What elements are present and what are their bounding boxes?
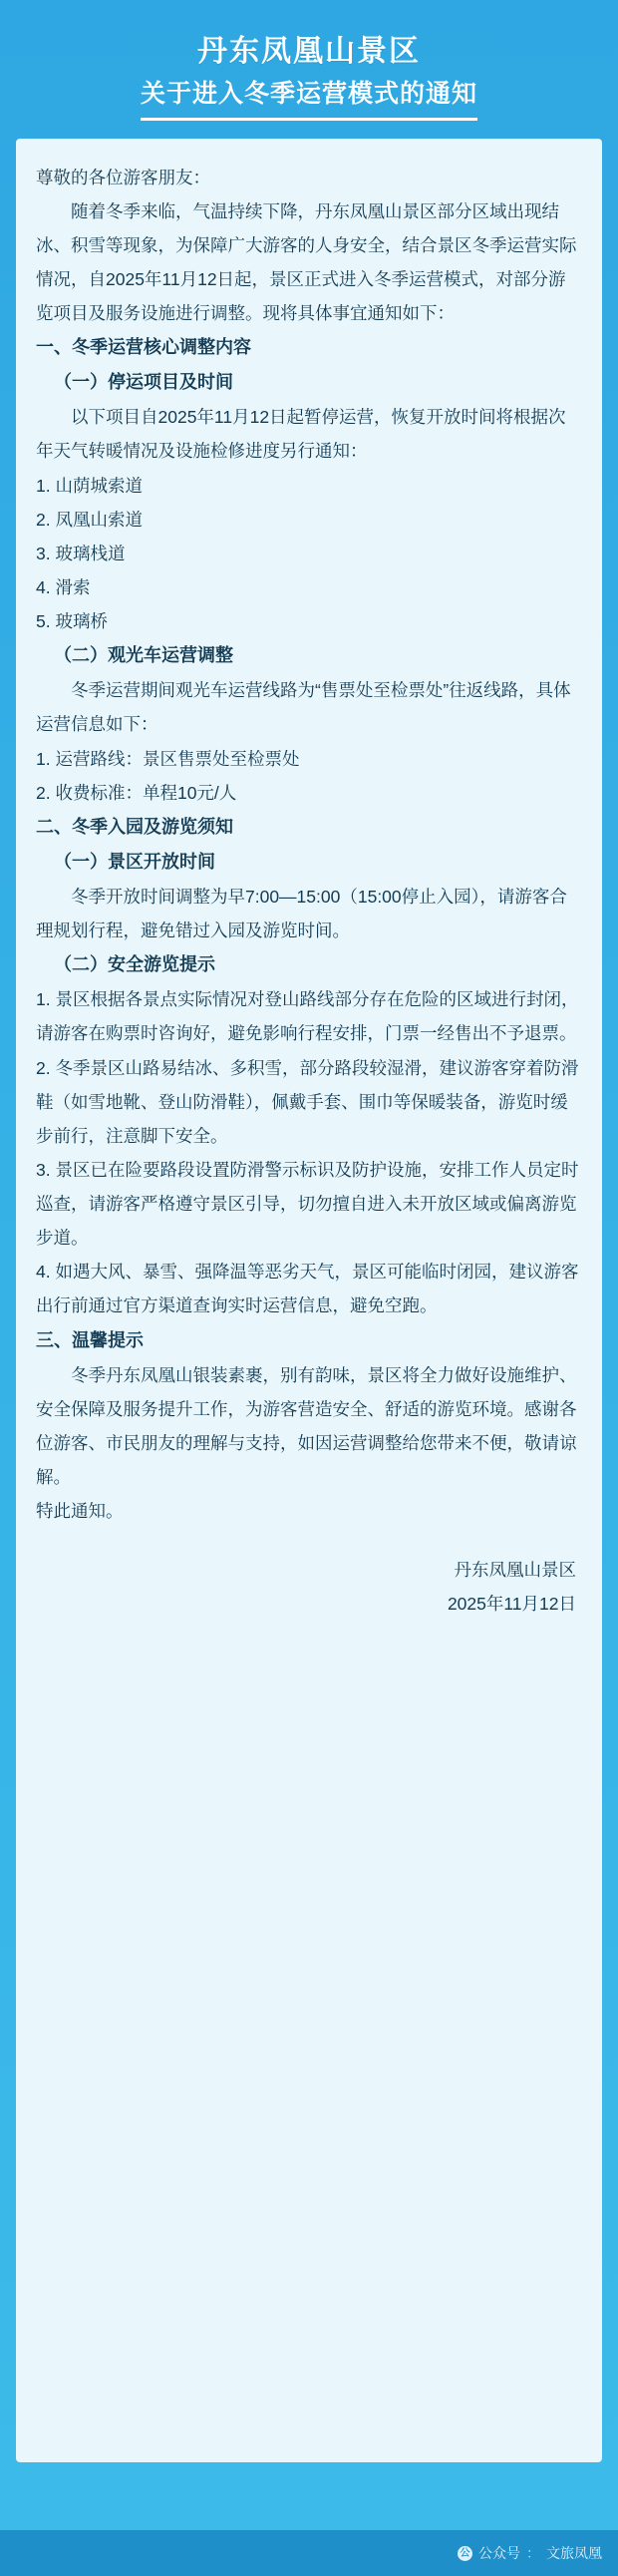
list-item: 1. 景区根据各景点实际情况对登山路线部分存在危险的区域进行封闭，请游客在购票时咨询好，避免影响行程安排，门票一经售出不予退票。 [36, 989, 579, 1044]
section-1-title: 一、冬季运营核心调整内容 [36, 337, 251, 358]
footer-label: 公众号 [478, 2545, 520, 2561]
list-item: 1. 山荫城索道 [36, 475, 143, 496]
section-2-title: 二、冬季入园及游览须知 [36, 816, 233, 837]
list-item: 5. 玻璃桥 [36, 611, 108, 632]
signature-org: 丹东凤凰山景区 [454, 1560, 576, 1581]
footer-bar [0, 2530, 618, 2576]
section-3-text: 冬季丹东凤凰山银装素裹，别有韵味，景区将全力做好设施维护、安全保障及服务提升工作，为游客营造安全、舒适的游览环境。感谢各位游客、市民朋友的理解与支持，如因运营调整给您带来不便，敬请谅解。 [36, 1364, 577, 1488]
section-1-sub-2-text: 冬季运营期间观光车运营线路为“售票处至检票处”往返线路，具体运营信息如下： [36, 680, 571, 735]
footer-account-name: 文旅凤凰 [546, 2545, 602, 2561]
section-2-sub-1-title: （一）景区开放时间 [54, 851, 215, 872]
list-item: 2. 凤凰山索道 [36, 509, 143, 530]
signature-block [36, 1554, 582, 1621]
section-1-sub-1-text: 以下项目自2025年11月12日起暂停运营，恢复开放时间将根据次年天气转暖情况及设施检修进度另行通知： [36, 407, 566, 462]
section-3-title: 三、温馨提示 [36, 1329, 144, 1350]
section-2-sub-2-title: （二）安全游览提示 [54, 954, 215, 975]
list-item: 2. 收费标准：单程10元/人 [36, 782, 237, 803]
notice-body-card [16, 139, 602, 2462]
intro-paragraph: 随着冬季来临，气温持续下降，丹东凤凰山景区部分区域出现结冰、积雪等现象，为保障广大游客的人身安全，结合景区冬季运营实际情况，自2025年11月12日起，景区正式进入冬季运营模式，对部分游览项目及服务设施进行调整。现将具体事宜通知如下： [36, 200, 577, 323]
list-item: 3. 景区已在险要路段设置防滑警示标识及防护设施，安排工作人员定时巡查，请游客严格遵守景区引导，切勿擅自进入未开放区域或偏离游览步道。 [36, 1159, 579, 1249]
poster-title-sub: 关于进入冬季运营模式的通知 [141, 77, 477, 121]
poster-header [16, 18, 602, 139]
list-item: 1. 运营路线：景区售票处至检票处 [36, 748, 300, 769]
section-2-sub-1-text: 冬季开放时间调整为早7:00—15:00（15:00停止入园），请游客合理规划行程，避免错过入园及游览时间。 [36, 886, 567, 941]
closing-line: 特此通知。 [36, 1501, 124, 1522]
salutation: 尊敬的各位游客朋友： [36, 167, 210, 187]
list-item: 2. 冬季景区山路易结冰、多积雪，部分路段较湿滑，建议游客穿着防滑鞋（如雪地靴、登山防滑鞋），佩戴手套、围巾等保暖装备，游览时缓步前行，注意脚下安全。 [36, 1057, 579, 1146]
list-item: 4. 如遇大风、暴雪、强降温等恶劣天气，景区可能临时闭园，建议游客出行前通过官方渠道查询实时运营信息，避免空跑。 [36, 1262, 579, 1316]
wechat-official-account-icon: 公 [458, 2546, 472, 2561]
section-1-sub-2-title: （二）观光车运营调整 [54, 645, 233, 666]
list-item: 3. 玻璃栈道 [36, 543, 126, 563]
section-1-sub-1-title: （一）停运项目及时间 [54, 372, 233, 393]
footer-separator: ： [526, 2545, 540, 2561]
poster-title-main: 丹东凤凰山景区 [197, 35, 421, 68]
signature-date: 2025年11月12日 [447, 1593, 576, 1614]
list-item: 4. 滑索 [36, 576, 91, 597]
